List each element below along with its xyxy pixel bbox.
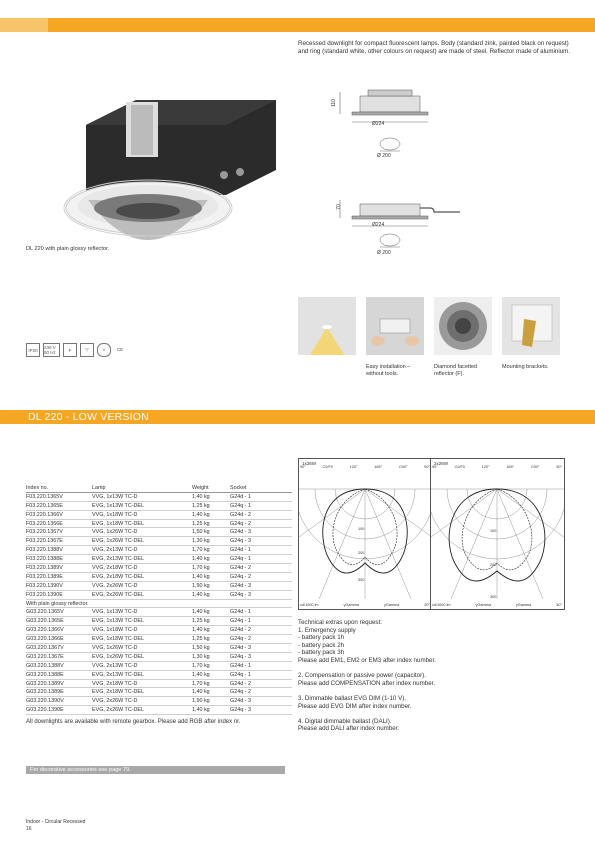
polar-diagram-2x26w [430,458,565,610]
col-lamp: Lamp [92,484,192,492]
table-row [26,501,292,510]
cell-weight: 1,25 kg [192,502,210,509]
technical-drawing-standard [330,82,440,162]
cell-lamp: VVG, 2x18W TC-D [92,680,138,687]
cell-socket: G24d - 1 [230,547,251,554]
cell-index: G03.220.1390V [26,698,64,705]
cell-lamp: VVG, 1x13W TC-D [92,493,138,500]
intro-text: Recessed downlight for compact fluorescent lamps. Body (standard zink, painted black on request) and ring (standard white, other colours on request) are made of steel. Reflector made of aluminium. [298,40,571,56]
cell-weight: 1,30 kg [192,538,210,545]
polar-left-top-labels: 90° C0/F0 120° 165° C90° 90° [300,465,430,469]
drawing2-diameter: Ø224 [372,222,385,228]
cell-lamp: VVG, 1x26W TC-D [92,644,138,651]
cell-index: G03.220.1389V [26,680,64,687]
cell-index: G03.220.1366E [26,636,64,643]
cell-lamp: EVG, 2x26W TC-DEL [92,591,145,598]
drawing1-cutout: Ø 200 [377,153,391,159]
cell-weight: 1,90 kg [192,698,210,705]
page-number: 16 [26,826,32,832]
polar-right-top-labels: 90° C0/F0 120° 165° C90° 90° [432,465,562,469]
cell-lamp: EVG, 1x13W TC-DEL [92,618,145,625]
table-subhead-row [26,599,292,608]
cell-socket: G24q - 3 [230,653,251,660]
table-row [26,492,292,501]
drawing1-height: 110 [330,99,337,107]
cell-index: G03.220.1388V [26,662,64,669]
table-row [26,706,292,715]
cell-index: F03.220.1366E [26,520,63,527]
table-row [26,697,292,706]
cell-socket: G24q - 3 [230,707,251,714]
cell-lamp: EVG, 2x13W TC-DEL [92,556,145,563]
ip20-icon: IP20 [26,343,40,357]
drawing2-cutout: Ø 200 [377,250,391,256]
cell-socket: G24d - 2 [230,680,251,687]
table-row [26,581,292,590]
cell-index: G03.220.1388E [26,671,64,678]
polar-right-ring-300: 300 [490,595,497,599]
cell-weight: 1,50 kg [192,644,210,651]
table-header-row [26,484,292,492]
cell-lamp: VVG, 1x18W TC-D [92,511,138,518]
thumbnail-light-beam [298,297,356,355]
thumbnail-caption-installation: Easy installation – without tools. [366,364,411,377]
cell-lamp: VVG, 2x26W TC-D [92,582,138,589]
table-row [26,510,292,519]
cell-weight: 1,70 kg [192,547,210,554]
product-table [26,484,292,715]
cell-index: F03.220.1367E [26,538,63,545]
cell-index: F03.220.1388V [26,547,63,554]
cell-index: F03.220.1390V [26,582,63,589]
cell-socket: G24q - 3 [230,591,251,598]
table-row [26,661,292,670]
table-row [26,546,292,555]
product-photo [26,80,296,240]
table-row [26,688,292,697]
extras-title: Technical extras upon request: [298,619,382,626]
cell-index: G03.220.1367V [26,644,64,651]
cell-weight: 1,40 kg [192,591,210,598]
cell-lamp: VVG, 1x26W TC-D [92,529,138,536]
certification-symbols [26,343,126,357]
remote-gearbox-note: All downlights are available with remote gearbox. Please add RGB after index nr. [26,719,241,725]
cell-socket: G24d - 1 [230,609,251,616]
cell-lamp: VVG, 2x13W TC-D [92,547,138,554]
cell-socket: G24q - 2 [230,689,251,696]
cell-weight: 1,40 kg [192,556,210,563]
cell-weight: 1,40 kg [192,493,210,500]
triangle-icon: ▽ [80,343,94,357]
cell-index: F03.220.1365E [26,502,63,509]
thumbnail-caption-brackets: Mounting brackets. [502,364,549,370]
cell-socket: G24q - 1 [230,671,251,678]
polar-left-graph [299,459,432,609]
cell-index: F03.220.1389V [26,564,63,571]
polar-left-ring-100: 100 [358,527,365,531]
polar-left-title: 1x26W [302,461,317,466]
drawing1-diameter: Ø224 [372,121,385,127]
voltage-icon: 230 V 50 Hz [43,343,60,357]
table-row [26,617,292,626]
table-row [26,519,292,528]
cell-index: G03.220.1390E [26,707,64,714]
cell-lamp: VVG, 2x26W TC-D [92,698,138,705]
col-index: Index no. [26,484,92,492]
cell-socket: G24d - 3 [230,644,251,651]
section-title: DL 220 - LOW VERSION [28,411,149,423]
cell-socket: G24q - 2 [230,573,251,580]
col-weight: Weight [192,484,230,492]
cell-lamp: VVG, 1x18W TC-D [92,627,138,634]
cell-lamp: EVG, 1x18W TC-DEL [92,520,145,527]
cell-lamp: VVG, 1x13W TC-D [92,609,138,616]
polar-diagram-1x26w [298,458,433,610]
cell-socket: G24q - 2 [230,636,251,643]
table-row [26,652,292,661]
cell-socket: G24q - 1 [230,556,251,563]
cell-weight: 1,30 kg [192,653,210,660]
polar-right-bottom-labels: cd/1000 lm γGamma γGamma 30° [432,603,562,607]
cell-weight: 1,25 kg [192,520,210,527]
cell-weight: 1,40 kg [192,627,210,634]
cell-weight: 1,40 kg [192,573,210,580]
table-body-facetted [26,492,292,599]
technical-extras [298,619,558,741]
cell-index: G03.220.1365E [26,618,64,625]
polar-right-ring-100: 100 [490,529,497,533]
table-row [26,564,292,573]
table-row [26,608,292,617]
cell-lamp: EVG, 2x18W TC-DEL [92,573,145,580]
photo-caption: DL 220 with plain glossy reflector. [26,246,110,252]
table-row [26,670,292,679]
cell-weight: 1,70 kg [192,662,210,669]
cell-socket: G24d - 1 [230,662,251,669]
footer-category: Indoor - Circular Recessed [26,819,86,825]
cell-index: G03.220.1366V [26,627,64,634]
cell-index: F03.220.1367V [26,529,63,536]
drawing2-height: 70 [335,204,342,210]
top-accent-bar-light [0,18,48,32]
thumbnail-facetted-reflector [434,297,492,355]
cell-socket: G24d - 2 [230,627,251,634]
cell-lamp: EVG, 1x18W TC-DEL [92,636,145,643]
cell-weight: 1,40 kg [192,707,210,714]
cell-socket: G24q - 3 [230,538,251,545]
cell-index: F03.220.1388E [26,556,63,563]
cell-socket: G24d - 3 [230,529,251,536]
cell-lamp: EVG, 1x26W TC-DEL [92,653,145,660]
cell-weight: 1,40 kg [192,671,210,678]
cell-socket: G24d - 1 [230,493,251,500]
cell-socket: G24q - 1 [230,502,251,509]
ce-icon: CE [116,346,124,352]
cell-weight: 1,25 kg [192,636,210,643]
table-row [26,644,292,653]
cell-index: F03.220.1390E [26,591,63,598]
cell-index: G03.220.1367E [26,653,64,660]
cell-weight: 1,70 kg [192,564,210,571]
cell-socket: G24d - 2 [230,564,251,571]
table-row [26,528,292,537]
cell-socket: G24q - 1 [230,618,251,625]
polar-left-ring-300: 300 [358,578,365,582]
cell-lamp: EVG, 2x18W TC-DEL [92,689,145,696]
cell-index: F03.220.1365V [26,493,63,500]
table-row [26,537,292,546]
table-row [26,555,292,564]
top-accent-bar [0,18,595,32]
cell-index: F03.220.1366V [26,511,63,518]
cell-weight: 1,90 kg [192,582,210,589]
cell-lamp: EVG, 1x26W TC-DEL [92,538,145,545]
polar-left-bottom-labels: cd/1000 lm γGamma γGamma 30° [300,603,430,607]
decor-accessories-link[interactable]: For decorative accessories see page 79. [30,767,131,773]
cell-socket: G24q - 2 [230,520,251,527]
table-row [26,590,292,599]
cell-index: G03.220.1365V [26,609,64,616]
col-socket: Socket [230,484,292,492]
cell-lamp: EVG, 1x13W TC-DEL [92,502,145,509]
table-row [26,626,292,635]
cell-weight: 1,40 kg [192,689,210,696]
polar-left-ring-200: 200 [358,551,365,555]
cell-lamp: EVG, 2x26W TC-DEL [92,707,145,714]
table-row [26,635,292,644]
cell-weight: 1,40 kg [192,511,210,518]
polar-right-ring-200: 200 [490,563,497,567]
table-subhead: With plain glossy reflector. [26,600,89,607]
cell-lamp: VVG, 2x18W TC-D [92,564,138,571]
table-body-plain [26,608,292,715]
cell-weight: 1,25 kg [192,618,210,625]
thumbnail-caption-reflector: Diamond facetted reflector (F). [434,364,478,377]
extras-dali: 4. Digital dimmable ballast (DALI). Please add DALI after index number. [298,717,400,733]
cell-socket: G24d - 2 [230,511,251,518]
technical-drawing-low [330,190,470,260]
extras-emergency: 1. Emergency supply - battery pack 1h - battery pack 2h - battery pack 3h Please add EM1, EM2 or EM3 after index number. [298,626,436,664]
cell-socket: G24d - 3 [230,582,251,589]
thumbnail-installation [366,297,424,355]
cell-weight: 1,50 kg [192,529,210,536]
cell-lamp: EVG, 2x13W TC-DEL [92,671,145,678]
cell-weight: 1,40 kg [192,609,210,616]
table-row [26,572,292,581]
thumbnail-mounting-brackets [502,297,560,355]
cell-lamp: VVG, 2x13W TC-D [92,662,138,669]
polar-right-graph [431,459,564,609]
polar-right-title: 2x26W [434,461,449,466]
cell-weight: 1,70 kg [192,680,210,687]
table-row [26,679,292,688]
cell-index: F03.220.1389E [26,573,63,580]
ground-icon: ⏚ [97,343,111,357]
f-mark-icon: F [63,343,77,357]
extras-dimmable: 3. Dimmable ballast EVG DIM (1-10 V). Please add EVG DIM after index number. [298,694,412,710]
cell-index: G03.220.1389E [26,689,64,696]
cell-socket: G24d - 3 [230,698,251,705]
extras-compensation: 2. Compensation or passive power (capacitor). Please add COMPENSATION after index number. [298,672,436,687]
